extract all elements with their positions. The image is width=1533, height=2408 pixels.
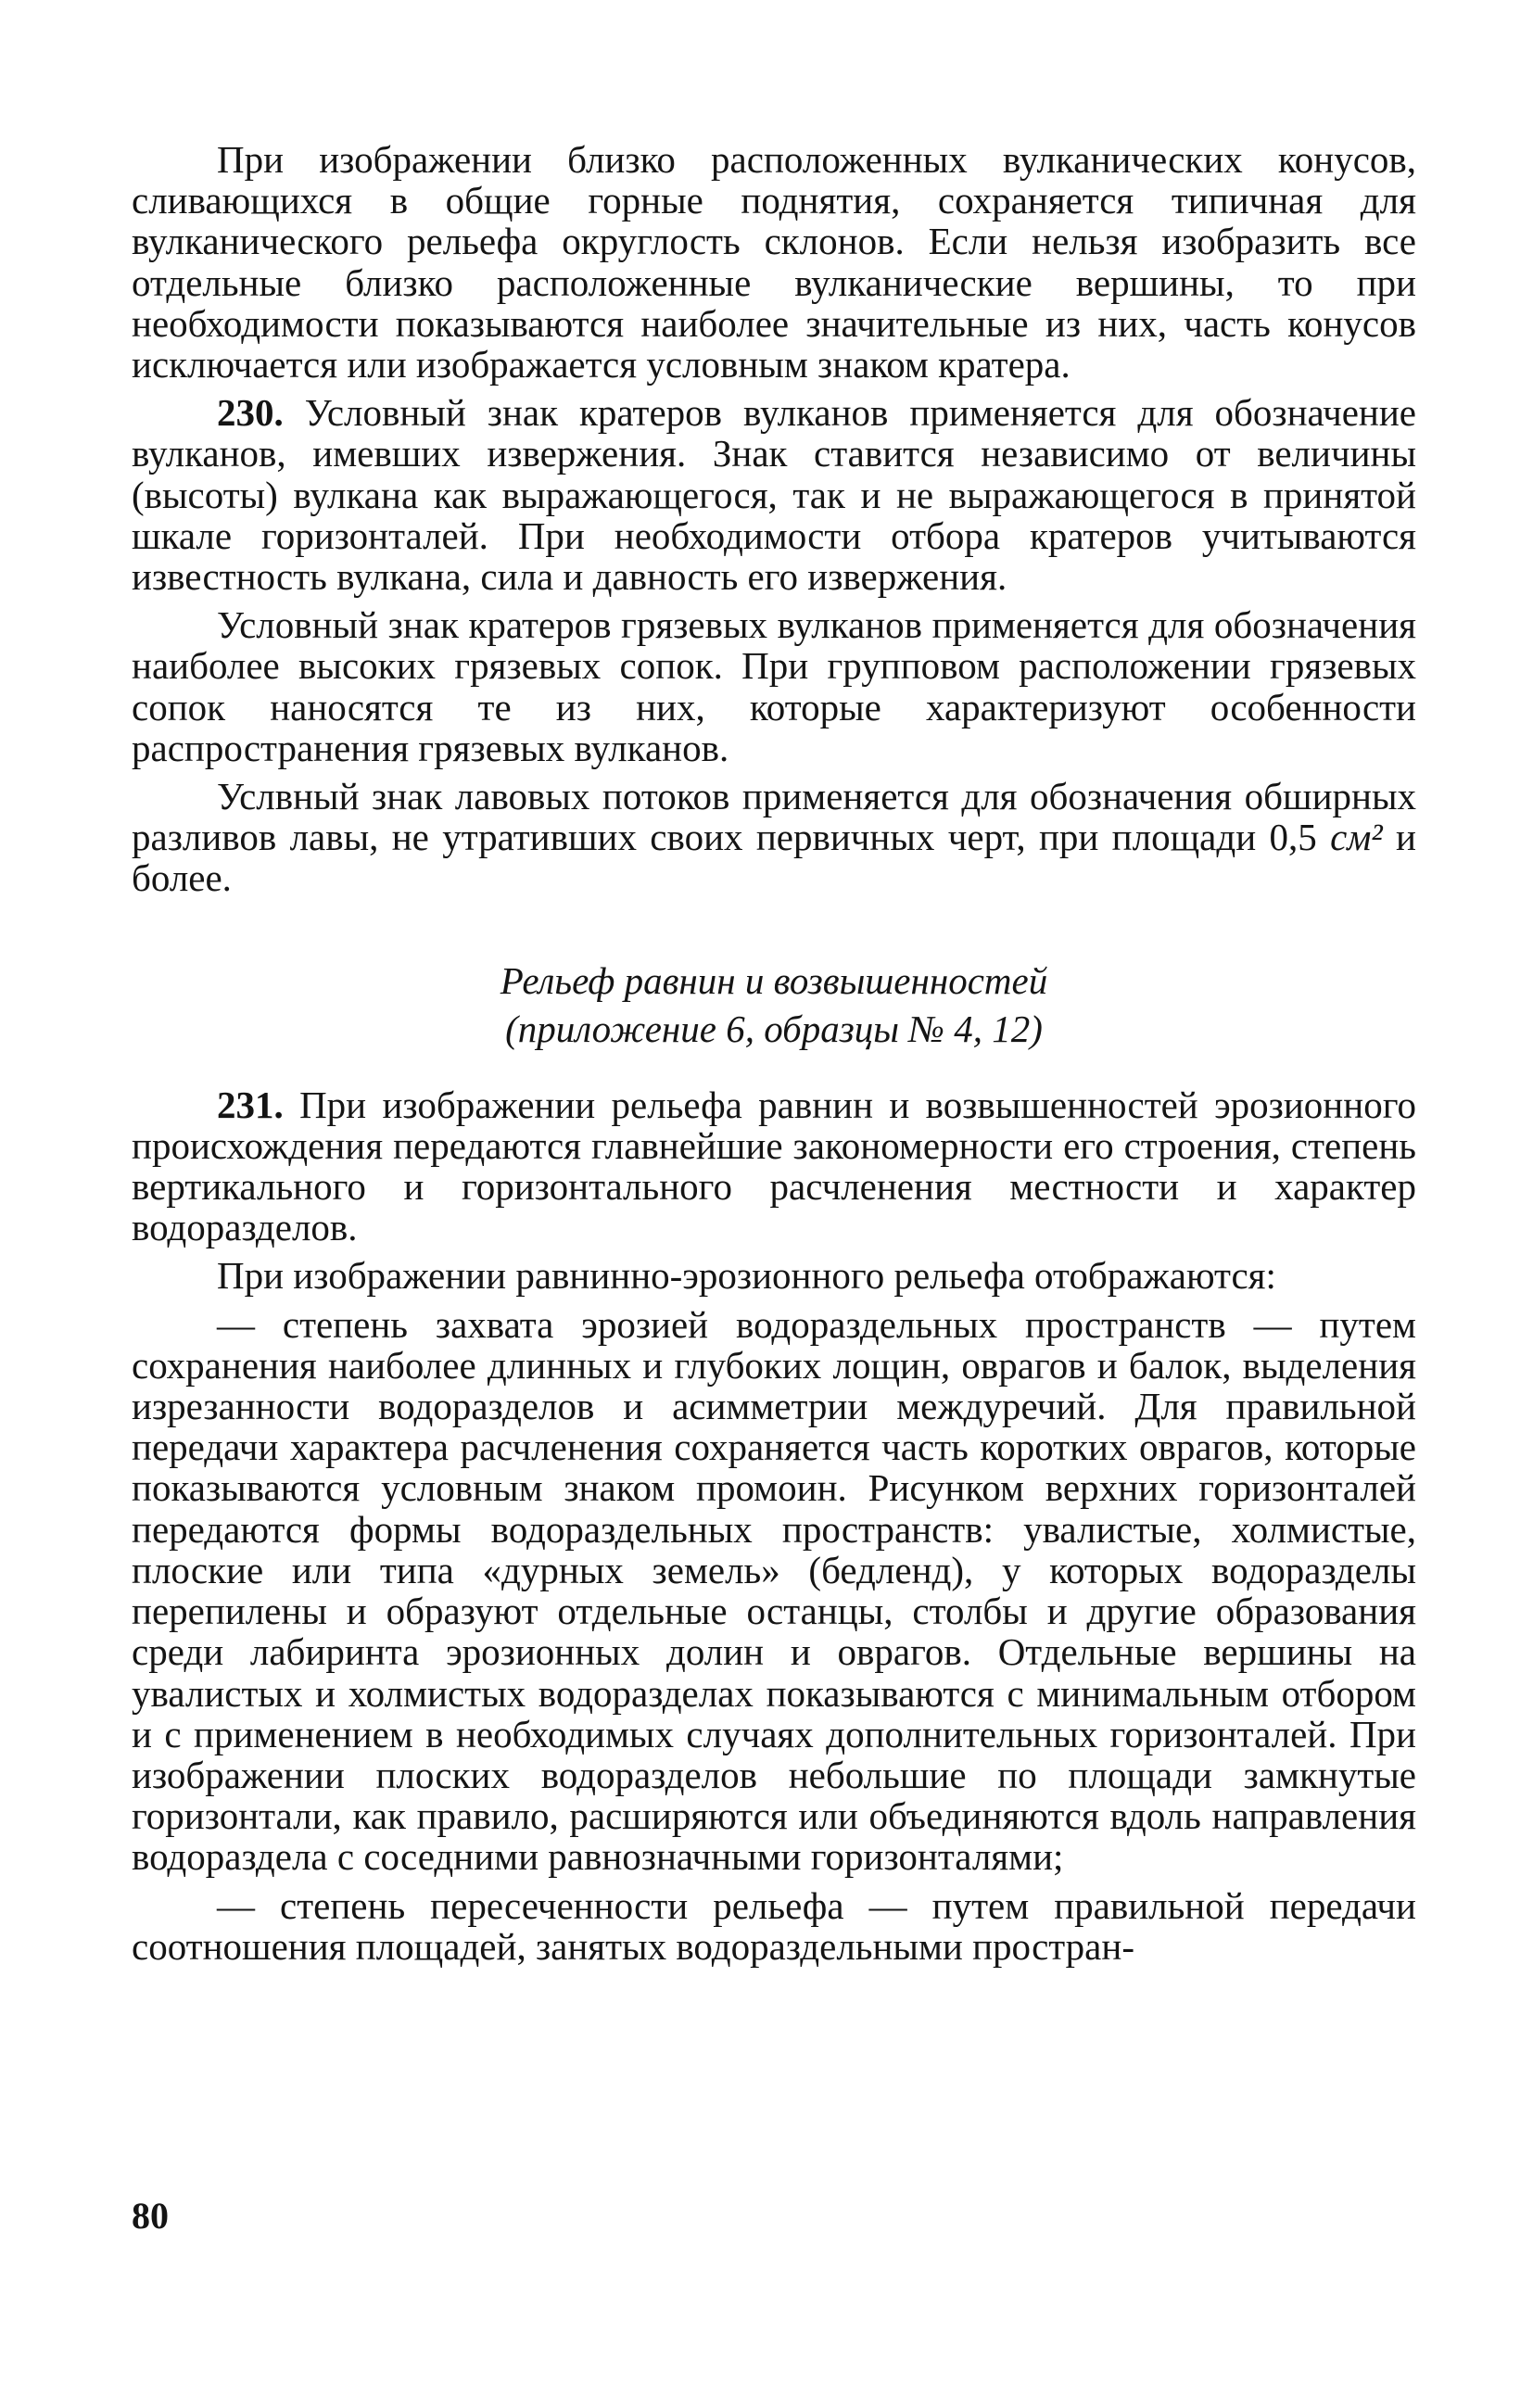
paragraph-number: 231.: [217, 1083, 284, 1126]
page-text-column: [132, 139, 1416, 1974]
paragraph-mud-volcanoes: [132, 604, 1416, 768]
paragraph-lava-flows: [132, 776, 1416, 899]
page-number: 80: [132, 2195, 169, 2237]
paragraph-text: — степень захвата эрозией водораздельных пространств — путем сохранения наиболее длинных и глубоких лощин, оврагов и балок, выделения изрезанности водоразделов и асимметрии междуречий. Для правильной передачи характера расчленения сохраняется часть коротких оврагов, которые показываются условным знаком промоин. Рисунком верхних горизонталей передаются формы водораздельных пространств: увалистые, холмистые, плоские или типа «дурных земель» (бедленд), у которых водоразделы перепилены и образуют отдельные останцы, столбы и другие образования среди лабиринта эрозионных долин и оврагов. Отдельные вершины на увалистых и холмистых водоразделах показываются с минимальным отбором и с применением в необходимых случаях дополнительных горизонталей. При изображении плоских водоразделов небольшие по площади замкнутые горизонтали, как правило, расширяются или объединяются вдоль направления водораздела с соседними равнозначными горизонталями;: [132, 1302, 1416, 1879]
paragraph-text: Условный знак кратеров грязевых вулканов применяется для обозначения наиболее высоких грязевых сопок. При групповом расположении грязевых сопок наносятся те из них, которые характеризуют особенности распространения грязевых вулканов.: [132, 603, 1416, 769]
paragraph-plain-erosion-intro: [132, 1255, 1416, 1296]
paragraph-231: [132, 1084, 1416, 1248]
paragraph-text: — степень пересеченности рельефа — путем правильной передачи соотношения площадей, занятых водораздельными простран-: [132, 1883, 1416, 1968]
paragraph-text: При изображении близко расположенных вулканических конусов, сливающихся в общие горные поднятия, сохраняется типичная для вулканического рельефа округлость склонов. Если нельзя изобразить все отдельные близко расположенные вулканические вершины, то при необходимости показываются наиболее значительные из них, часть конусов исключается или изображается условным знаком кратера.: [132, 138, 1416, 387]
paragraph-text: Условный знак кратеров вулканов применяется для обозначение вулканов, имевших извержения. Знак ставится независимо от величины (высоты) вулкана как выражающегося, так и не выражающегося в принятой шкале горизонталей. При необходимости отбора кратеров учитываются известность вулкана, сила и давность его извержения.: [132, 391, 1416, 599]
section-heading-title: Рельеф равнин и возвышенностей: [500, 958, 1048, 1002]
section-heading-subtitle: (приложение 6, образцы № 4, 12): [505, 1007, 1043, 1050]
paragraph-volcanic-cones: [132, 139, 1416, 385]
paragraph-text: При изображении равнинно-эрозионного рельефа отображаются:: [217, 1254, 1276, 1298]
unit-text: см²: [1330, 816, 1383, 859]
paragraph-relief-roughness: [132, 1885, 1416, 1967]
paragraph-number: 230.: [217, 391, 284, 435]
paragraph-text: При изображении рельефа равнин и возвышенностей эрозионного происхождения передаются главнейшие закономерности его строения, степень вертикального и горизонтального расчленения местности и характер водоразделов.: [132, 1083, 1416, 1249]
section-heading: [132, 957, 1416, 1053]
paragraph-text: и более.: [132, 816, 1416, 900]
paragraph-230: [132, 392, 1416, 597]
paragraph-text: Услвный знак лавовых потоков применяется для обозначения обширных разливов лавы, не утративших своих первичных черт, при площади 0,5: [132, 775, 1416, 859]
paragraph-erosion-degree: [132, 1304, 1416, 1878]
